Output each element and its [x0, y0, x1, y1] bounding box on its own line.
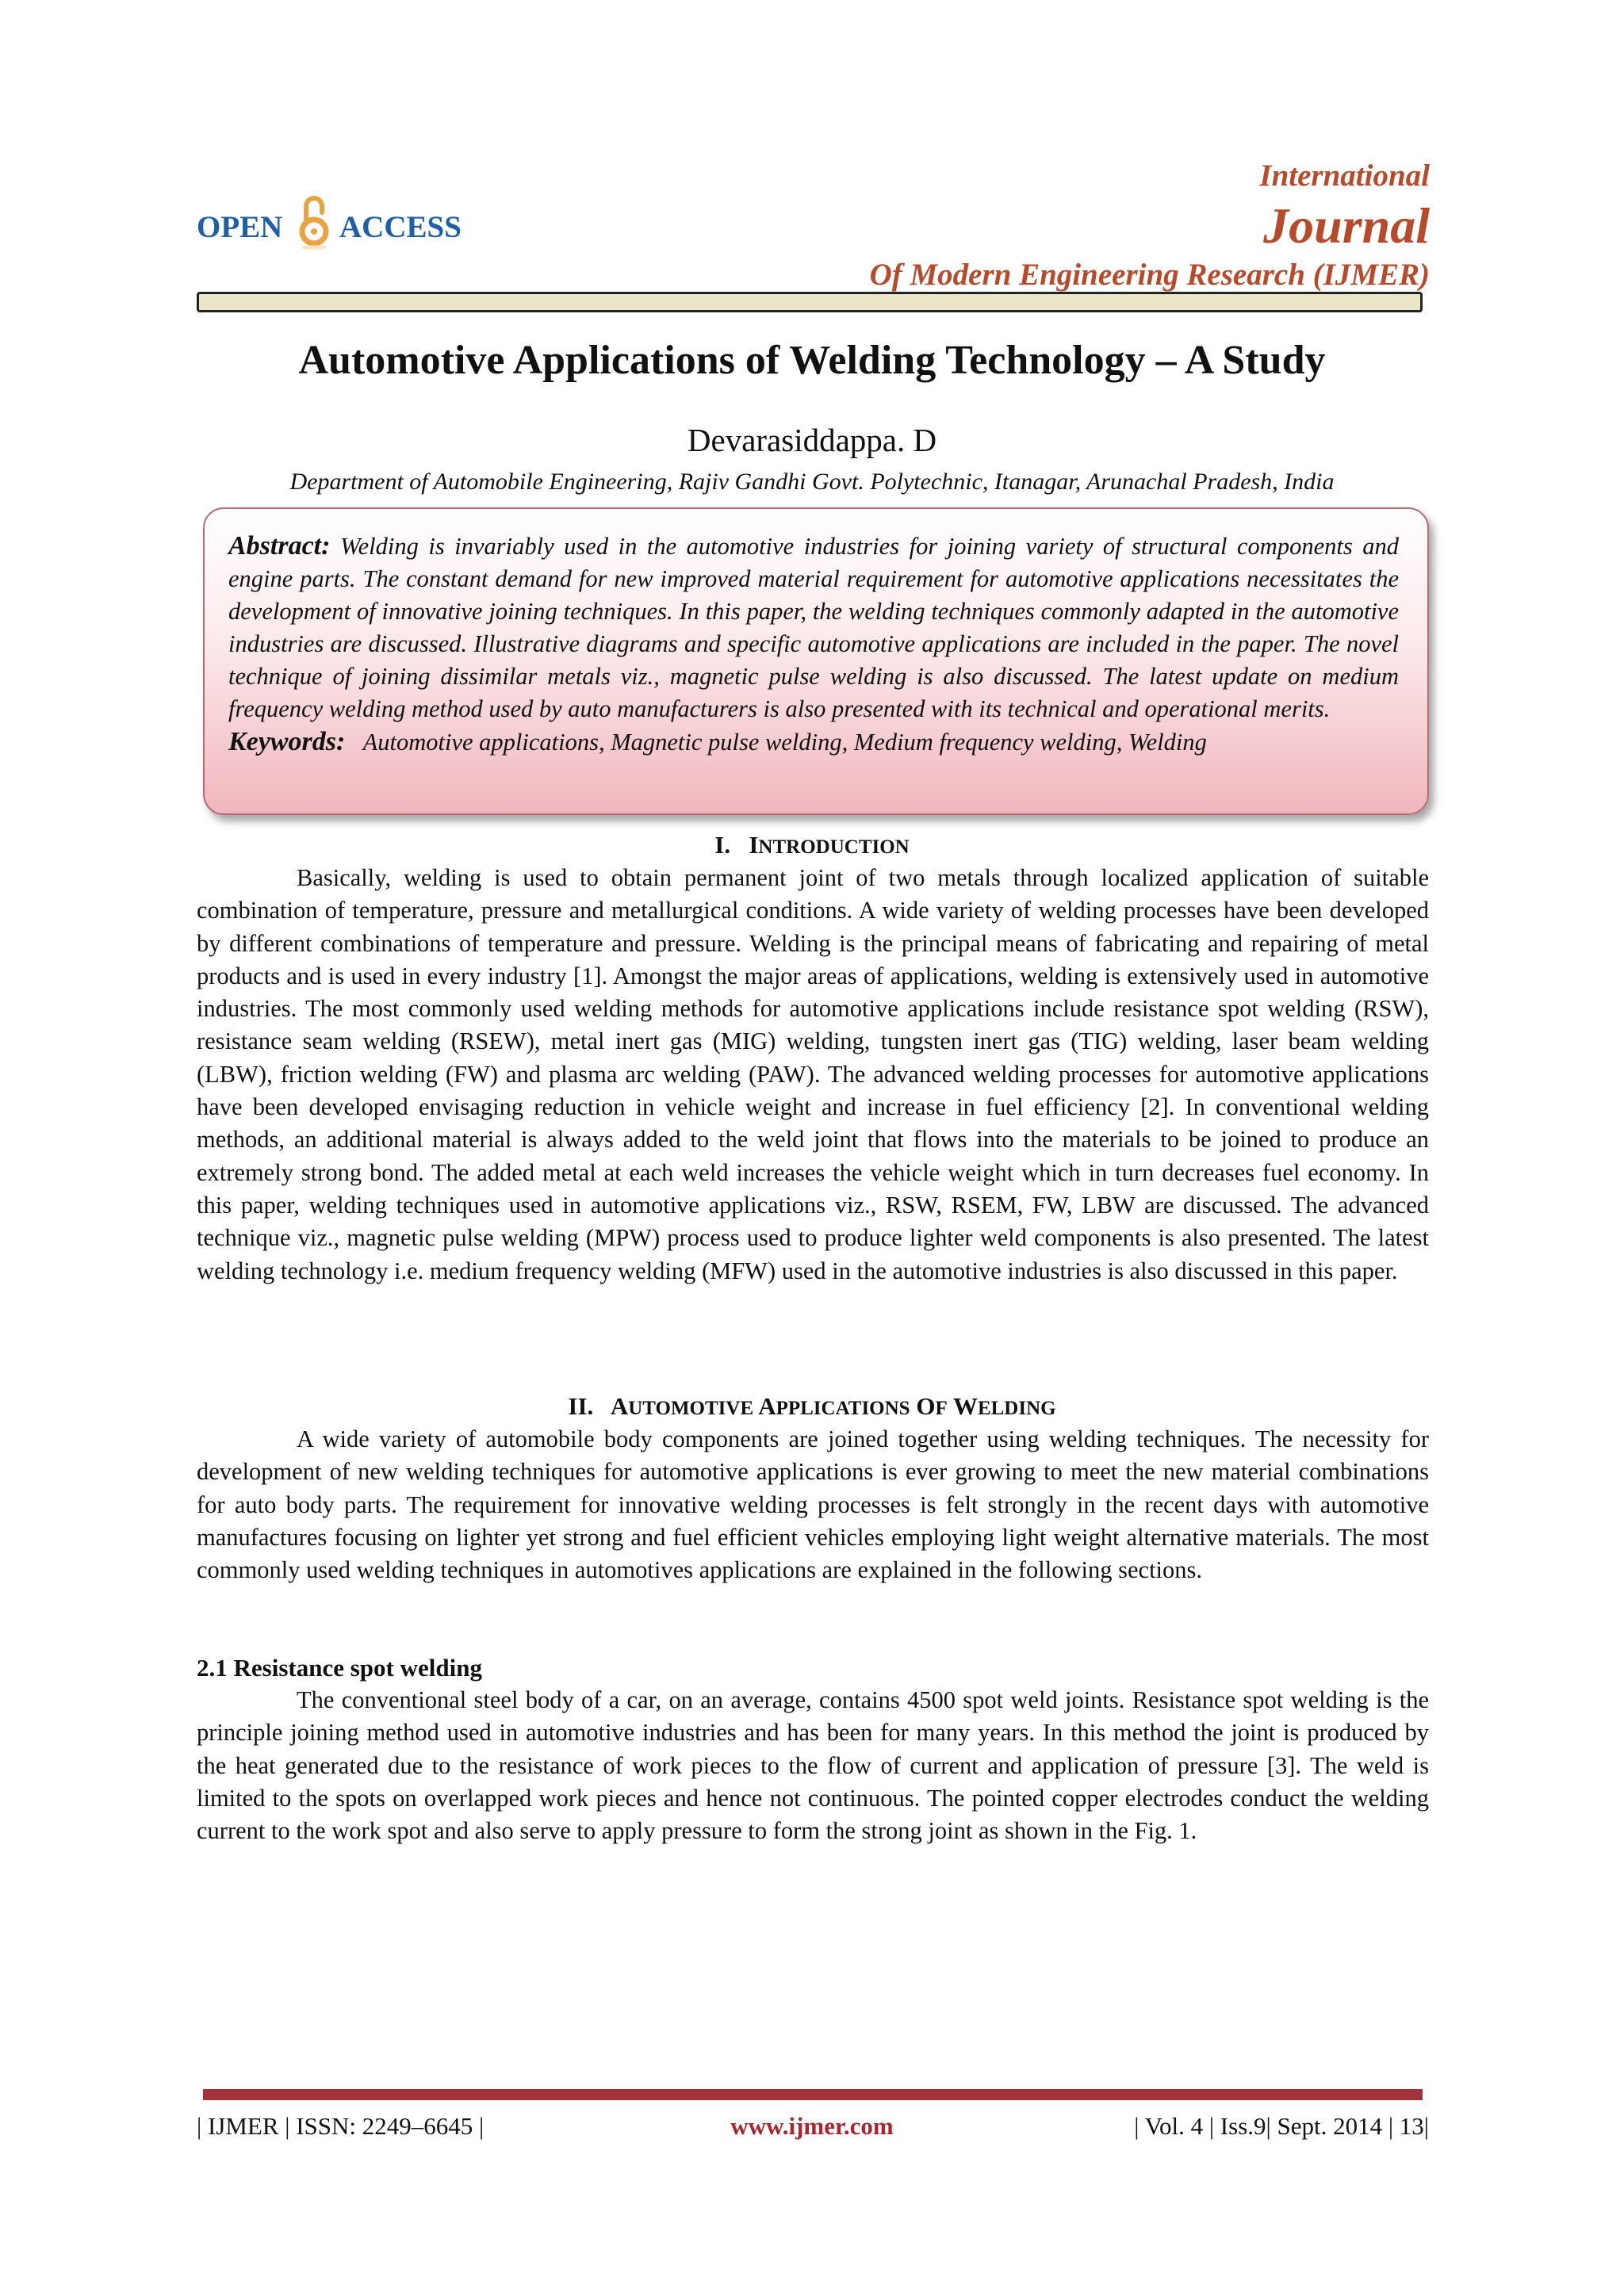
- section-title-letter: A: [610, 1392, 629, 1420]
- open-access-open-text: OPEN: [197, 210, 283, 244]
- section-heading-introduction: [0, 829, 1624, 863]
- paper-title: Automotive Applications of Welding Technology – A Study: [298, 338, 1326, 383]
- section-number: II.: [568, 1392, 594, 1420]
- section-title-initial: I: [749, 831, 759, 859]
- abstract-text: Welding is invariably used in the automotive industries for joining variety of structural components and engine parts. The constant demand for new improved material requirement for automotive applications necessitates the development of innovative joining techniques. In this paper, the welding techniques commonly adapted in the automotive industries are discussed. Illustrative diagrams and specific automotive applications are included in the paper. The novel technique of joining dissimilar metals viz., magnetic pulse welding is also discussed. The latest update on medium frequency welding method used by auto manufacturers is also presented with its technical and operational merits.: [228, 533, 1400, 722]
- section-title-part: PPLICATIONS: [776, 1398, 910, 1419]
- keywords-line: [228, 725, 1399, 759]
- header-divider-bar: [197, 292, 1423, 312]
- journal-line-subtitle: Of Modern Engineering Research (IJMER): [869, 258, 1430, 292]
- keywords-text: Automotive applications, Magnetic pulse welding, Medium frequency welding, Welding: [362, 729, 1207, 756]
- section-title-letter: O: [916, 1392, 936, 1420]
- section-title-part: UTOMOTIVE: [628, 1398, 754, 1419]
- section-title-rest: NTRODUCTION: [758, 836, 910, 858]
- section-title-letter: A: [758, 1392, 776, 1420]
- section-title-part: F: [935, 1398, 948, 1419]
- footer-website-link[interactable]: www.ijmer.com: [730, 2112, 894, 2140]
- keywords-label: Keywords:: [228, 727, 346, 756]
- resistance-spot-welding-paragraph: The conventional steel body of a car, on an average, contains 4500 spot weld joints. Resistance spot welding is the principle joining method used in automotive industries and has been for many years. In this method the joint is produced by the heat generated due to the resistance of work pieces to the flow of current and application of pressure [3]. The weld is limited to the spots on overlapped work pieces and hence not continuous. The pointed copper electrodes conduct the welding current to the work spot and also serve to apply pressure to form the strong joint as shown in the Fig. 1.: [197, 1686, 1429, 1845]
- section-title-part: ELDING: [977, 1398, 1056, 1419]
- introduction-paragraph: Basically, welding is used to obtain permanent joint of two metals through localized application of suitable combination of temperature, pressure and metallurgical conditions. A wide variety of welding processes have been developed by different combinations of temperature and pressure. Welding is the principal means of fabricating and repairing of metal products and is used in every industry [1]. Amongst the major areas of applications, welding is extensively used in automotive industries. The most commonly used welding methods for automotive applications include resistance spot welding (RSW), resistance seam welding (RSEW), metal inert gas (MIG) welding, tungsten inert gas (TIG) welding, laser beam welding (LBW), friction welding (FW) and plasma arc welding (PAW). The advanced welding processes for automotive applications have been developed envisaging reduction in vehicle weight and increase in fuel efficiency [2]. In conventional welding methods, an additional material is always added to the weld joint that flows into the materials to be joined to produce an extremely strong bond. The added metal at each weld increases the vehicle weight which in turn decreases fuel economy. In this paper, welding techniques used in automotive applications viz., RSW, RSEM, FW, LBW are discussed. The advanced technique viz., magnetic pulse welding (MPW) process used to produce lighter weld components is also presented. The latest welding technology i.e. medium frequency welding (MFW) used in the automotive industries is also discussed in this paper.: [197, 864, 1429, 1284]
- automotive-applications-paragraph: A wide variety of automobile body components are joined together using welding techniques. The necessity for development of new welding techniques for automotive applications is ever growing to meet the new material combinations for auto body parts. The requirement for innovative welding processes is felt strongly in the recent days with automotive manufactures focusing on lighter yet strong and fuel efficient vehicles employing light weight alternative materials. The most commonly used welding techniques in automotives applications are explained in the following sections.: [197, 1425, 1429, 1584]
- open-access-lock-icon: [295, 195, 333, 252]
- journal-line-international: International: [1259, 159, 1430, 193]
- section-number: I.: [714, 831, 731, 859]
- subsection-heading-resistance-spot-welding: 2.1 Resistance spot welding: [197, 1654, 482, 1682]
- open-access-access-text: ACCESS: [339, 210, 462, 244]
- section-title-letter: W: [952, 1392, 978, 1420]
- open-access-logo: [197, 195, 482, 258]
- footer-divider-bar: [203, 2089, 1423, 2100]
- footer-volume-page: | Vol. 4 | Iss.9| Sept. 2014 | 13|: [1134, 2112, 1429, 2140]
- abstract-box: [203, 507, 1429, 815]
- paper-author: Devarasiddappa. D: [687, 422, 937, 458]
- section-heading-automotive-applications: [0, 1391, 1624, 1425]
- abstract-label: Abstract:: [228, 531, 331, 561]
- journal-line-journal: Journal: [1263, 197, 1430, 254]
- abstract-paragraph: [228, 530, 1399, 725]
- journal-masthead: [716, 155, 1430, 295]
- footer-issn: | IJMER | ISSN: 2249–6645 |: [197, 2112, 485, 2140]
- author-affiliation: Department of Automobile Engineering, Rajiv Gandhi Govt. Polytechnic, Itanagar, Arunachal Pradesh, India: [289, 469, 1335, 495]
